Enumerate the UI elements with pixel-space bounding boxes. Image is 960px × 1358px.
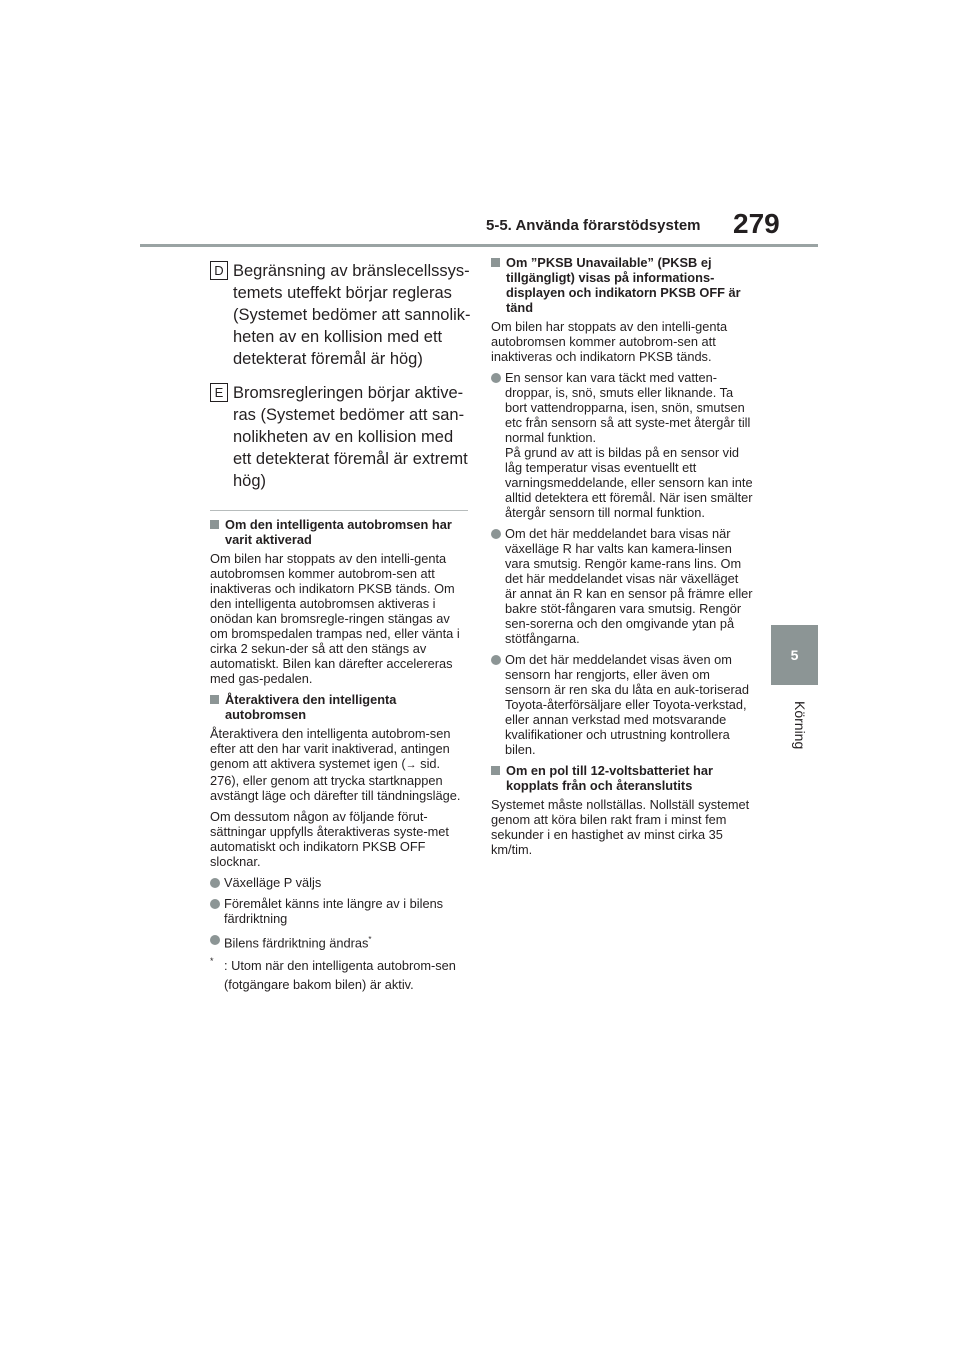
list-item	[491, 652, 753, 757]
list-item	[491, 526, 753, 646]
footnote	[210, 956, 468, 994]
list-item	[210, 875, 468, 890]
header-divider	[140, 244, 818, 247]
section-heading	[491, 763, 753, 793]
paragraph-text: Återaktivera den intelligenta autobrom-sen efter att den har varit inaktiverad, antingen genom att aktivera systemet igen (	[210, 726, 451, 771]
item-text: Begränsning av bränslecellssys-temets uteffekt börjar regleras (Systemet bedömer att sannolik-heten av en kollision med ett detekterat föremål är hög)	[233, 262, 471, 368]
round-bullet-icon	[210, 935, 220, 945]
square-bullet-icon	[491, 258, 500, 267]
right-column	[491, 255, 753, 863]
item-e	[210, 382, 472, 492]
round-bullet-icon	[491, 529, 501, 539]
heading-text: Återaktivera den intelligenta autobromsen	[225, 692, 397, 722]
footnote-marker: *	[368, 935, 372, 944]
list-item-text: Bilens färdriktning ändras	[224, 935, 369, 951]
list-item	[210, 932, 468, 950]
square-bullet-icon	[210, 695, 219, 704]
item-letter: E	[210, 383, 228, 402]
paragraph-text: sid. 276), eller genom att trycka startknappen avstängt läge och därefter till tändningsläge.	[210, 756, 461, 803]
list-item-text: Växelläge P väljs	[224, 875, 322, 890]
round-bullet-icon	[210, 899, 220, 909]
section-heading	[210, 692, 468, 722]
round-bullet-icon	[491, 373, 501, 383]
list-item-text: Föremålet känns inte längre av i bilens färdriktning	[224, 896, 444, 926]
list-item-text: En sensor kan vara täckt med vatten-droppar, is, snö, smuts eller liknande. Ta bort vattendropparna, isen, snön, smutsen etc från sensorn så att syste-met återgår till normal funktion.	[505, 370, 751, 445]
footnote-text: : Utom när den intelligenta autobrom-sen (fotgängare bakom bilen) är aktiv.	[224, 958, 456, 993]
footnote-star: *	[210, 956, 214, 967]
list-item	[210, 896, 468, 926]
paragraph: Om dessutom någon av följande förut-sättningar uppfylls återaktiveras syste-met automatiskt och indikatorn PKSB OFF slocknar.	[210, 809, 449, 869]
column-divider	[210, 510, 468, 511]
list-item-text: Om det här meddelandet bara visas när växelläge R har valts kan kamera-linsen vara smutsig. Rengör kame-rans lins. Om det här meddelandet visas när växelläget är annat än R kan en sensor på främre eller bakre stöt-fångaren vara smutsig. Rengör sen-sorerna och den omgivande ytan på stötfångarna.	[505, 526, 753, 646]
paragraph: Om bilen har stoppats av den intelli-genta autobromsen kommer autobrom-sen att inaktiveras och indikatorn PKSB tänds. Om den intelligenta autobromsen aktiveras i onödan kan bromsregle-ringen stängas av om bromspedalen trampas ned, eller vänta i cirka 2 sekun-der så att den stängs av automatiskt. Bilen kan därefter accelereras med gas-pedalen.	[210, 551, 460, 686]
chapter-tab	[771, 625, 818, 685]
left-column	[210, 517, 468, 994]
paragraph	[210, 726, 468, 803]
item-text: Bromsregleringen börjar aktive-ras (Systemet bedömer att san-nolikheten av en kollision med ett detekterat föremål är extremt hög)	[233, 384, 468, 490]
item-letter: D	[210, 261, 228, 280]
square-bullet-icon	[491, 766, 500, 775]
heading-text: Om ”PKSB Unavailable” (PKSB ej tillgängligt) visas på informations-displayen och indikatorn PKSB OFF är tänd	[506, 255, 741, 315]
chapter-number: 5	[790, 647, 799, 663]
section-heading	[491, 255, 753, 315]
round-bullet-icon	[210, 878, 220, 888]
arrow-icon: →	[405, 759, 417, 771]
heading-text: Om den intelligenta autobromsen har varit aktiverad	[225, 517, 452, 547]
paragraph: Om bilen har stoppats av den intelli-genta autobromsen kommer autobrom-sen att inaktiveras och indikatorn PKSB tänds.	[491, 319, 728, 364]
chapter-label: Körning	[792, 700, 808, 750]
list-item	[491, 370, 753, 520]
square-bullet-icon	[210, 520, 219, 529]
item-d	[210, 260, 472, 370]
section-title: 5-5. Använda förarstödsystem	[486, 217, 701, 234]
page-number: 279	[733, 208, 780, 239]
heading-text: Om en pol till 12-voltsbatteriet har kopplats från och återanslutits	[506, 763, 713, 793]
paragraph: Systemet måste nollställas. Nollställ systemet genom att köra bilen rakt fram i minst fem sekunder i en hastighet av minst cirka 35 km/tim.	[491, 797, 750, 857]
section-heading	[210, 517, 468, 547]
round-bullet-icon	[491, 655, 501, 665]
list-item-text: På grund av att is bildas på en sensor vid låg temperatur visas eventuellt ett varningsmeddelande, eller sensorn kan inte alltid detektera ett föremål. När isen smälter återgår sensorn till normal funktion.	[505, 445, 753, 520]
list-item-text: Om det här meddelandet visas även om sensorn har rengjorts, eller även om sensorn är ren ska du låta en auk-toriserad Toyota-återförsäljare eller Toyota-verkstad, eller annan verkstad med motsvarande kvalifikationer och utrustning kontrollera bilen.	[505, 652, 749, 757]
